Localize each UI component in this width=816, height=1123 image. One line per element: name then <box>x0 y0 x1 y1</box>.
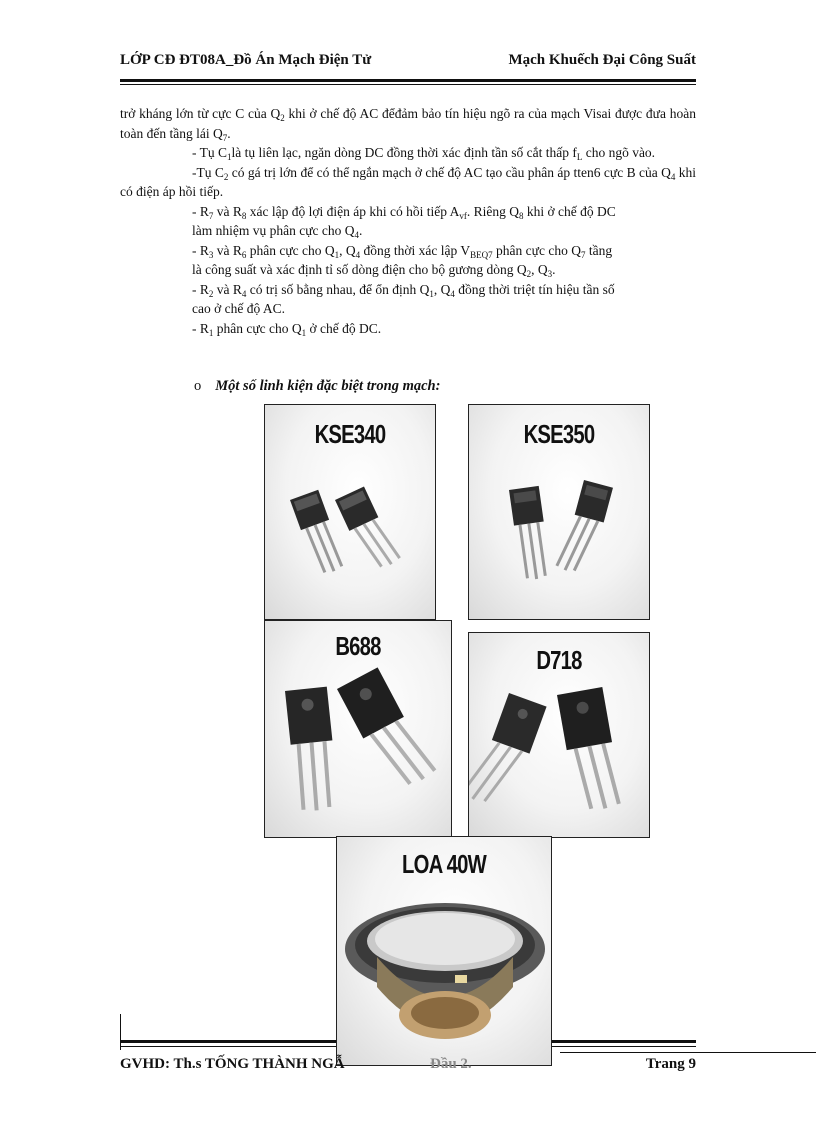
body-text <box>120 104 696 338</box>
photo-b688 <box>264 620 452 838</box>
paragraph: - $R_1$ phân cực cho $Q_1$ ở chế độ DC. <box>192 320 382 338</box>
speaker-illustration <box>337 837 551 1065</box>
photo-kse350 <box>468 404 650 620</box>
paragraph: là công suất và xác định tỉ số dòng điện cho bộ gương dòng $Q_2$, $Q_3$. <box>192 262 556 279</box>
photo-label: D718 <box>536 645 582 675</box>
header-project-title: Mạch Khuếch Đại Công Suất <box>508 52 696 68</box>
footer-rule-left-tick <box>120 1014 121 1050</box>
paragraph: cao ở chế độ AC. <box>192 301 285 316</box>
paragraph: - $R_3$ và $R_6$ phân cực cho $Q_1$, $Q_4$ đồng thời xác lập $V_{BEQ7}$ phân cực cho $Q_7$ tầng <box>192 242 613 260</box>
paragraph: trở kháng lớn từ cực C của $Q_2$ khi ở chế độ AC đểđảm bảo tín hiệu ngõ ra của mạch Visai được đưa hoàn toàn đến tầng lái $Q_7$. <box>120 106 696 143</box>
bullet-mark: o <box>194 378 202 394</box>
header-course-title: LỚP CĐ ĐT08A_Đồ Án Mạch Điện Tử <box>120 52 372 68</box>
photo-label: KSE350 <box>523 419 595 449</box>
transistor-illustration <box>265 405 435 619</box>
header-rule <box>120 79 696 82</box>
paragraph: - Tụ $C_1là$ tụ liên lạc, ngăn dòng DC đồng thời xác định tần số cắt thấp $f_L$ cho ngõ vào. <box>192 145 656 162</box>
transistor-illustration <box>469 405 649 619</box>
paragraph: -Tụ $C_2$ có gá trị lớn để có thể ngắn mạch ở chế độ AC tạo cầu phân áp tten6 cực B của $Q_4$ khi có điện áp hồi tiếp. <box>120 164 696 199</box>
section-bullet <box>194 378 440 395</box>
paragraph: làm nhiệm vụ phân cực cho $Q_4$. <box>192 223 363 240</box>
footer-rule-extension <box>560 1052 816 1053</box>
bullet-heading: Một số linh kiện đặc biệt trong mạch: <box>215 378 441 394</box>
photo-label: KSE340 <box>314 419 386 449</box>
photo-label: B688 <box>335 631 381 661</box>
photo-d718 <box>468 632 650 838</box>
photo-label: LOA 40W <box>402 849 486 879</box>
photo-loa-40w <box>336 836 552 1066</box>
paragraph: - $R_7$ và $R_8$ xác lập độ lợi điện áp khi có hồi tiếp $A_{vf}$. Riêng $Q_8$ khi ở chế độ DC <box>192 203 616 221</box>
header-rule-thin <box>120 84 696 85</box>
paragraph: - $R_2$ và $R_4$ có trị số bằng nhau, để ổn định $Q_1$, $Q_4$ đồng thời triệt tín hiệu tần số <box>192 281 615 299</box>
transistor-illustration <box>469 633 649 837</box>
footer-page-number: Trang 9 <box>645 1056 696 1072</box>
photo-kse340 <box>264 404 436 620</box>
transistor-illustration <box>265 621 451 837</box>
page-header <box>120 52 696 78</box>
footer-instructor: GVHD: Th.s TỐNG THÀNH NGẪ <box>120 1056 345 1072</box>
footer-middle-text: Đầu 2. <box>430 1056 472 1072</box>
